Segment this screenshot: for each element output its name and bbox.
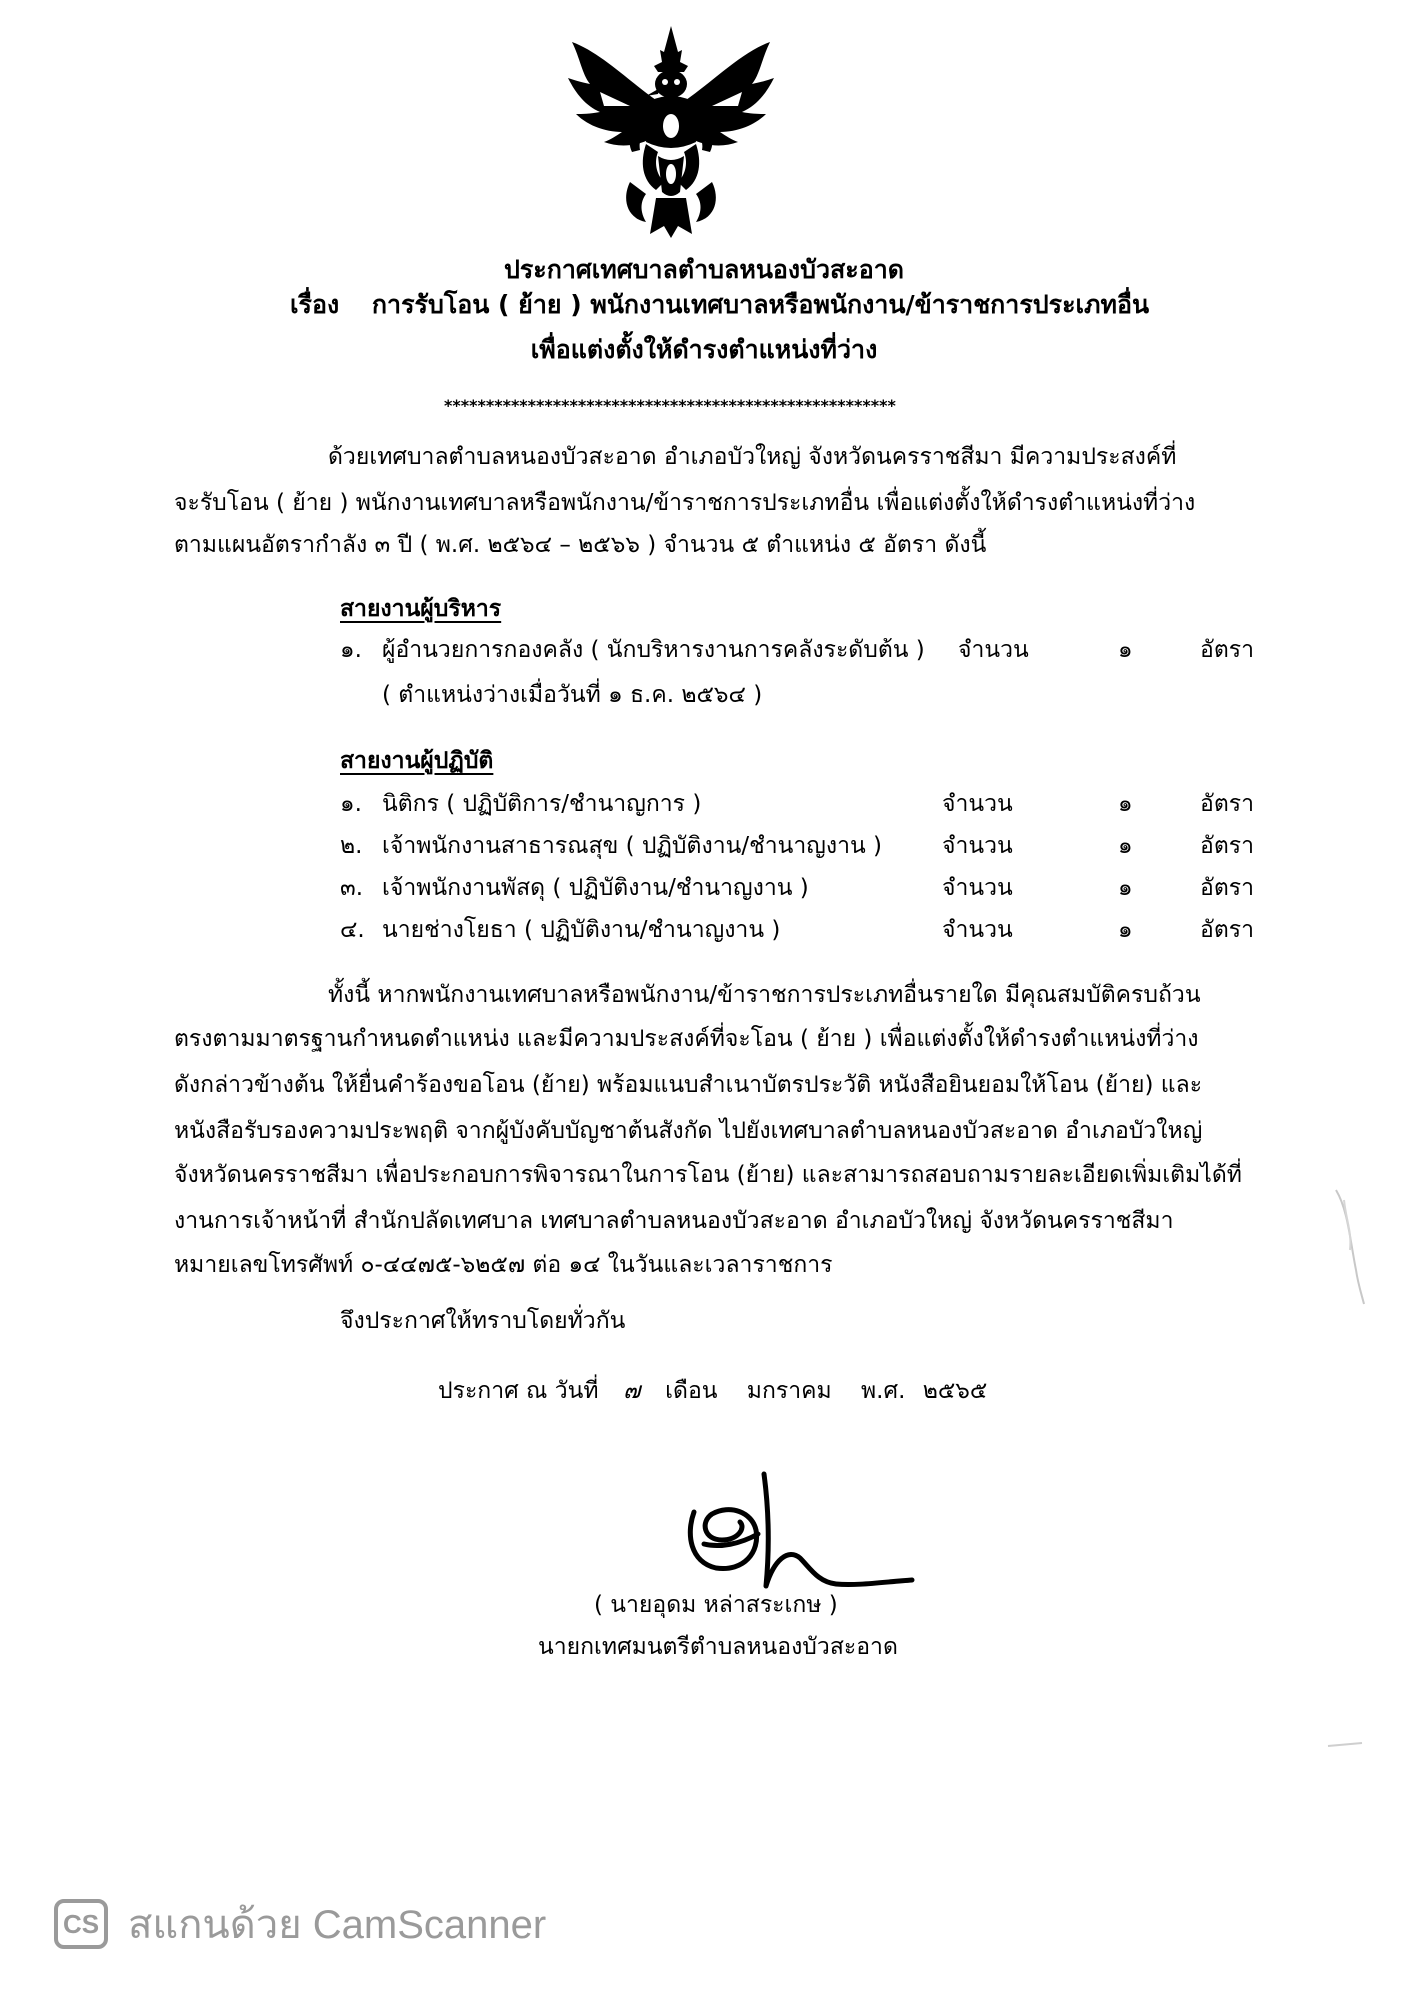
details-line-5: จังหวัดนครราชสีมา เพื่อประกอบการพิจารณาในการโอน (ย้าย) และสามารถสอบถามรายละเอียดเพิ่มเติมได้ที่ <box>174 1162 1242 1188</box>
position-name: นายช่างโยธา ( ปฏิบัติงาน/ชำนาญงาน ) <box>382 917 781 943</box>
details-line-6: งานการเจ้าหน้าที่ สำนักปลัดเทศบาล เทศบาลตำบลหนองบัวสะอาด อำเภอบัวใหญ่ จังหวัดนครราชสีมา <box>174 1208 1174 1234</box>
section-heading-executive: สายงานผู้บริหาร <box>340 596 502 622</box>
details-line-7: หมายเลขโทรศัพท์ ๐-๔๔๗๕-๖๒๕๗ ต่อ ๑๔ ในวันและเวลาราชการ <box>174 1252 833 1278</box>
signatory-name: ( นายอุดม หล่าสระเกษ ) <box>594 1592 838 1618</box>
details-line-1: ทั้งนี้ หากพนักงานเทศบาลหรือพนักงาน/ข้าราชการประเภทอื่นรายใด มีคุณสมบัติครบถ้วน <box>328 982 1201 1008</box>
row-number: ๑. <box>340 791 362 817</box>
position-row <box>0 826 1408 866</box>
count-value: ๑ <box>1118 637 1133 663</box>
position-row <box>0 910 1408 950</box>
unit-label: อัตรา <box>1200 917 1255 943</box>
date-day: ๗ <box>623 1378 641 1404</box>
count-value: ๑ <box>1118 917 1133 943</box>
intro-line-3: ตามแผนอัตรากำลัง ๓ ปี ( พ.ศ. ๒๕๖๔ – ๒๕๖๖ ) จำนวน ๕ ตำแหน่ง ๕ อัตรา ดังนี้ <box>174 532 987 558</box>
count-value: ๑ <box>1118 875 1133 901</box>
date-month: มกราคม <box>746 1378 832 1404</box>
position-name: นิติกร ( ปฏิบัติการ/ชำนาญการ ) <box>382 791 702 817</box>
section-heading-operational: สายงานผู้ปฏิบัติ <box>340 748 494 774</box>
camscanner-watermark <box>54 1894 546 1954</box>
count-label: จำนวน <box>942 917 1013 943</box>
count-label: จำนวน <box>942 833 1013 859</box>
camscanner-text: สแกนด้วย CamScanner <box>128 1903 547 1947</box>
announcement-title: ประกาศเทศบาลตำบลหนองบัวสะอาด <box>503 255 905 284</box>
date-year: ๒๕๖๕ <box>922 1378 988 1404</box>
scan-edge-mark <box>1330 1180 1370 1310</box>
unit-label: อัตรา <box>1200 791 1255 817</box>
position-name: เจ้าพนักงานสาธารณสุข ( ปฏิบัติงาน/ชำนาญงาน ) <box>382 833 882 859</box>
separator: ****************************************************** <box>444 396 896 415</box>
details-line-4: หนังสือรับรองความประพฤติ จากผู้บังคับบัญชาต้นสังกัด ไปยังเทศบาลตำบลหนองบัวสะอาด อำเภอบัวใหญ่ <box>174 1118 1203 1144</box>
count-label: จำนวน <box>942 791 1013 817</box>
row-number: ๑. <box>340 637 362 663</box>
details-line-2: ตรงตามมาตรฐานกำหนดตำแหน่ง และมีความประสงค์ที่จะโอน ( ย้าย ) เพื่อแต่งตั้งให้ดำรงตำแหน่งที่ว่าง <box>174 1026 1199 1052</box>
unit-label: อัตรา <box>1200 637 1255 663</box>
position-row <box>0 868 1408 908</box>
row-number: ๒. <box>340 833 363 859</box>
details-line-3: ดังกล่าวข้างต้น ให้ยื่นคำร้องขอโอน (ย้าย) พร้อมแนบสำเนาบัตรประวัติ หนังสือยินยอมให้โอน (ย้าย) และ <box>174 1072 1203 1098</box>
subject-label: เรื่อง <box>290 290 340 319</box>
count-label: จำนวน <box>942 875 1013 901</box>
date-line <box>438 1376 987 1406</box>
intro-line-1: ด้วยเทศบาลตำบลหนองบัวสะอาด อำเภอบัวใหญ่ จังหวัดนครราชสีมา มีความประสงค์ที่ <box>328 444 1177 470</box>
signatory-title: นายกเทศมนตรีตำบลหนองบัวสะอาด <box>538 1634 898 1660</box>
subject-line <box>290 290 1149 320</box>
unit-label: อัตรา <box>1200 833 1255 859</box>
position-row <box>0 630 1408 670</box>
scan-edge-mark <box>1326 1740 1366 1750</box>
count-value: ๑ <box>1118 791 1133 817</box>
signature-image <box>660 1464 920 1604</box>
camscanner-logo-icon: CS <box>54 1899 108 1949</box>
count-label: จำนวน <box>958 637 1029 663</box>
date-prefix: ประกาศ ณ วันที่ <box>438 1378 599 1404</box>
count-value: ๑ <box>1118 833 1133 859</box>
row-number: ๔. <box>340 917 365 943</box>
garuda-emblem-icon <box>560 22 782 244</box>
date-year-label: พ.ศ. <box>861 1378 906 1404</box>
date-month-label: เดือน <box>665 1378 718 1404</box>
closing-line: จึงประกาศให้ทราบโดยทั่วกัน <box>340 1308 626 1334</box>
intro-line-2: จะรับโอน ( ย้าย ) พนักงานเทศบาลหรือพนักงาน/ข้าราชการประเภทอื่น เพื่อแต่งตั้งให้ดำรงตำแหน่งที่ว่าง <box>174 490 1196 516</box>
position-name: ผู้อำนวยการกองคลัง ( นักบริหารงานการคลังระดับต้น ) <box>382 637 925 663</box>
row-number: ๓. <box>340 875 364 901</box>
position-name: เจ้าพนักงานพัสดุ ( ปฏิบัติงาน/ชำนาญงาน ) <box>382 875 809 901</box>
subject-line-2: เพื่อแต่งตั้งให้ดำรงตำแหน่งที่ว่าง <box>530 335 878 364</box>
subject-text: การรับโอน ( ย้าย ) พนักงานเทศบาลหรือพนักงาน/ข้าราชการประเภทอื่น <box>371 290 1150 319</box>
position-row <box>0 784 1408 824</box>
vacancy-note: ( ตำแหน่งว่างเมื่อวันที่ ๑ ธ.ค. ๒๕๖๔ ) <box>382 682 763 708</box>
unit-label: อัตรา <box>1200 875 1255 901</box>
